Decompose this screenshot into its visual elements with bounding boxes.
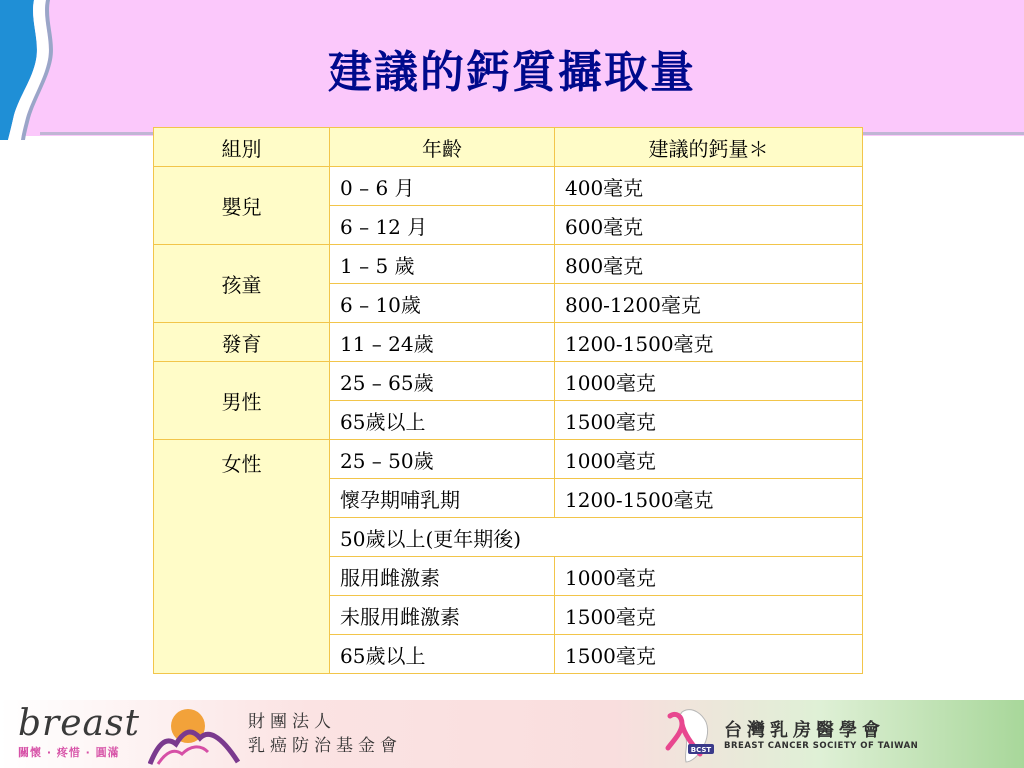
page-title: 建議的鈣質攝取量	[328, 47, 696, 98]
table-row	[154, 362, 863, 401]
group-growth: 發育	[154, 323, 330, 362]
group-child: 孩童	[154, 245, 330, 323]
age-cell: 6 – 12 月	[330, 206, 555, 245]
amount-cell: 1000毫克	[555, 440, 863, 479]
amount-cell: 1500毫克	[555, 596, 863, 635]
table-row	[154, 440, 863, 479]
amount-cell: 400毫克	[555, 167, 863, 206]
age-cell: 1 – 5 歲	[330, 245, 555, 284]
calcium-table-container	[153, 127, 862, 674]
table-row	[154, 323, 863, 362]
amount-cell: 1200-1500毫克	[555, 479, 863, 518]
amount-cell: 1000毫克	[555, 362, 863, 401]
amount-cell: 1500毫克	[555, 635, 863, 674]
brand-tagline: 關懷 · 疼惜 · 圓滿	[18, 746, 120, 759]
society-badge-text: BCST	[690, 746, 712, 754]
age-subheading-cell: 50歲以上(更年期後)	[330, 518, 863, 557]
group-infant: 嬰兒	[154, 167, 330, 245]
amount-cell: 1000毫克	[555, 557, 863, 596]
table-row	[154, 245, 863, 284]
age-cell: 未服用雌激素	[330, 596, 555, 635]
brand-wordmark: breast	[18, 703, 140, 744]
amount-cell: 600毫克	[555, 206, 863, 245]
age-cell: 65歲以上	[330, 635, 555, 674]
header-age: 年齡	[330, 128, 555, 167]
foundation-name-line2: 乳癌防治基金會	[248, 736, 402, 756]
age-cell: 25 – 50歲	[330, 440, 555, 479]
table-header-row	[154, 128, 863, 167]
amount-cell: 1200-1500毫克	[555, 323, 863, 362]
group-male: 男性	[154, 362, 330, 440]
foundation-name-line1: 財團法人	[248, 712, 336, 732]
breast-brand-logo	[18, 704, 138, 764]
age-cell: 懷孕期哺乳期	[330, 479, 555, 518]
age-cell: 服用雌激素	[330, 557, 555, 596]
age-cell: 65歲以上	[330, 401, 555, 440]
foundation-mountain-logo-icon	[148, 704, 240, 766]
age-cell: 0 – 6 月	[330, 167, 555, 206]
society-name-en: BREAST CANCER SOCIETY OF TAIWAN	[724, 741, 919, 751]
amount-cell: 1500毫克	[555, 401, 863, 440]
header-amount: 建議的鈣量＊	[555, 128, 863, 167]
group-female: 女性	[154, 440, 330, 674]
age-cell: 6 – 10歲	[330, 284, 555, 323]
amount-cell: 800-1200毫克	[555, 284, 863, 323]
society-name-zh: 台灣乳房醫學會	[724, 720, 885, 741]
age-cell: 11 – 24歲	[330, 323, 555, 362]
table-row	[154, 167, 863, 206]
society-taiwan-ribbon-logo-icon	[656, 706, 722, 764]
foundation-name	[248, 710, 438, 758]
header-group: 組別	[154, 128, 330, 167]
amount-cell: 800毫克	[555, 245, 863, 284]
age-cell: 25 – 65歲	[330, 362, 555, 401]
calcium-intake-table	[153, 127, 863, 674]
